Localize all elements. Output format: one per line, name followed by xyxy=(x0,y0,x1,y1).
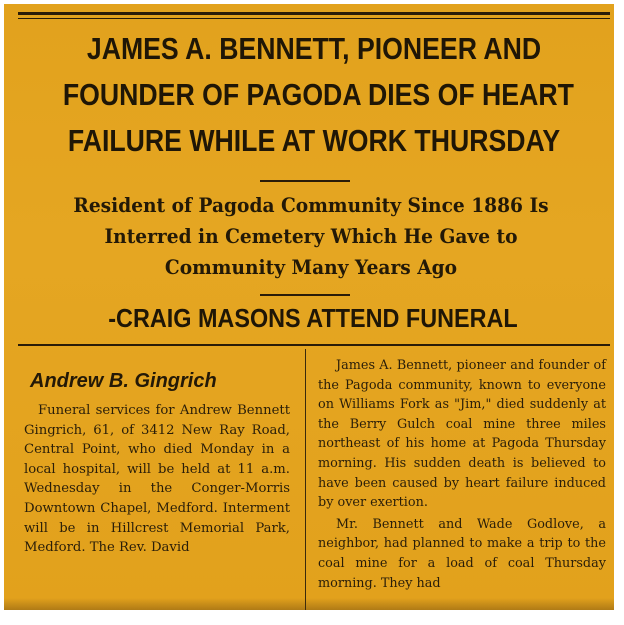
headline xyxy=(62,26,574,164)
newspaper-clipping xyxy=(4,4,614,610)
sub-deck-headline: -CRAIG MASONS ATTEND FUNERAL xyxy=(108,303,518,333)
deck-headline xyxy=(35,190,587,283)
top-rule-thin xyxy=(18,18,610,19)
photo-shadow xyxy=(4,598,614,610)
top-rule xyxy=(18,12,610,15)
deck-line-1: Resident of Pagoda Community Since 1886 Is xyxy=(73,193,549,217)
section-rule xyxy=(18,344,610,346)
divider-rule xyxy=(260,294,350,296)
deck-line-3: Community Many Years Ago xyxy=(164,255,458,279)
divider-rule xyxy=(260,180,350,182)
left-article xyxy=(24,352,290,558)
column-rule xyxy=(305,349,306,610)
article-body: Funeral services for Andrew Bennett Gingrich, 61, of 3412 New Ray Road, Central Point, who died Monday in a local hospital, will be held at 11 a.m. Wednesday in the Conger-Morris Downtown Chapel, Medford. Interment will be in Hillcrest Memorial Park, Medford. The Rev. David xyxy=(24,403,290,556)
article-paragraph-1: James A. Bennett, pioneer and founder of the Pagoda community, known to everyone on Williams Fork as "Jim," died suddenly at the Berry Gulch coal mine three miles northeast of his home at Pagoda Thursday morning. His sudden death is believed to have been caused by heart failure induced by over exertion. xyxy=(318,358,606,511)
right-article xyxy=(318,356,606,593)
article-paragraph-2: Mr. Bennett and Wade Godlove, a neighbor, had planned to make a trip to the coal mine for a load of coal Thursday morning. They had xyxy=(318,516,606,591)
headline-line-3: FAILURE WHILE AT WORK THURSDAY xyxy=(67,123,561,158)
headline-line-2: FOUNDER OF PAGODA DIES OF HEART xyxy=(62,77,574,112)
article-title: Andrew B. Gingrich xyxy=(30,370,217,392)
headline-line-1: JAMES A. BENNETT, PIONEER AND xyxy=(86,31,542,66)
deck-line-2: Interred in Cemetery Which He Gave to xyxy=(104,224,518,248)
